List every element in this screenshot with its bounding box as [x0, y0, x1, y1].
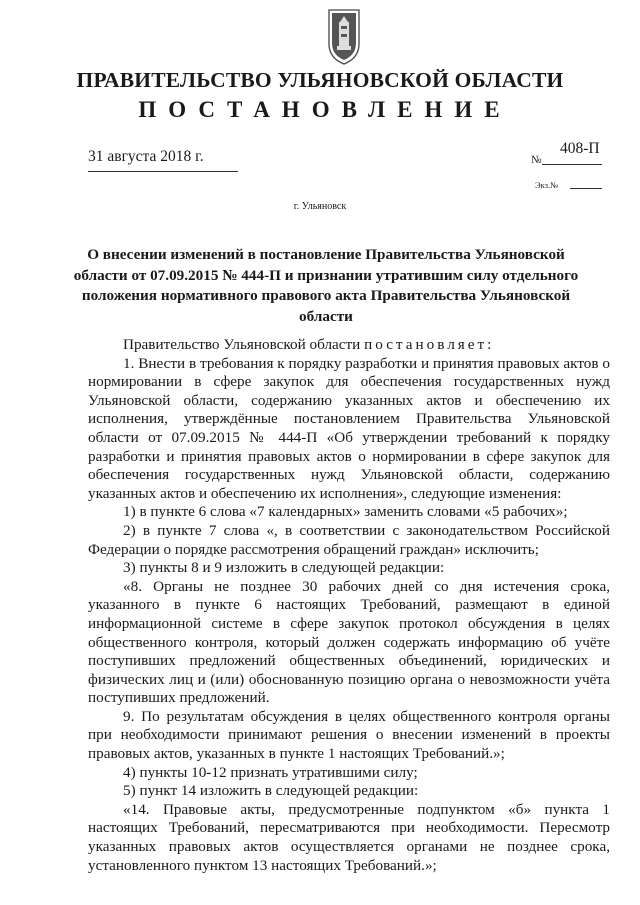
- government-name-heading: ПРАВИТЕЛЬСТВО УЛЬЯНОВСКОЙ ОБЛАСТИ: [76, 68, 564, 92]
- coat-of-arms-emblem: [327, 8, 361, 66]
- body-paragraph: 1) в пункте 6 слова «7 календарных» заменить словами «5 рабочих»;: [123, 503, 568, 521]
- date-underline: [88, 171, 238, 172]
- decree-body: [88, 336, 610, 875]
- number-underline: [542, 164, 602, 165]
- decree-number: 408-П: [560, 140, 600, 157]
- body-paragraph: 1. Внести в требования к порядку разработки и принятия правовых актов о нормировании в сфере закупок для обеспечения государственных нужд Ульяновской области, содержанию указанных актов и обеспечению их исполнения, утверждённые постановлением Правительства Ульяновской области от 07.09.2015 № 444-П «Об утверждении требований к порядку разработки и принятия правовых актов о нормировании в сфере закупок для обеспечения государственных нужд Ульяновской области, содержанию указанных актов и обеспечению их исполнения», следующие изменения:: [88, 354, 610, 502]
- decree-title: О внесении изменений в постановление Правительства Ульяновской области от 07.09.2015 № 444-П и признании утратившим силу отдельного положения нормативного правового акта Правительства Ульяновской области: [73, 246, 579, 325]
- number-sign: №: [531, 154, 542, 166]
- body-paragraph: 2) в пункте 7 слова «, в соответствии с законодательством Российской Федерации о порядке рассмотрения обращений граждан» исключить;: [88, 521, 610, 558]
- intro-paragraph: [88, 336, 610, 355]
- city-label: г. Ульяновск: [293, 201, 347, 212]
- document-type-heading: ПОСТАНОВЛЕНИЕ: [138, 97, 512, 122]
- body-paragraph: «14. Правовые акты, предусмотренные подпунктом «б» пункта 1 настоящих Требований, пересматриваются при необходимости. Пересмотр указанных правовых актов осуществляется органами не позднее срока, установленного пунктом 13 настоящих Требований.»;: [88, 800, 610, 874]
- intro-prefix: Правительство Ульяновской области: [123, 336, 365, 353]
- body-paragraph: 5) пункт 14 изложить в следующей редакции:: [123, 782, 419, 800]
- body-paragraph: 9. По результатам обсуждения в целях общественного контроля органы при необходимости принимают решения о внесении изменений в проекты правовых актов, указанных в пункте 1 настоящих Требований.»;: [88, 707, 610, 763]
- copy-number-label: Экз.№: [535, 180, 559, 190]
- body-paragraph: 4) пункты 10-12 признать утратившими силу;: [123, 763, 418, 781]
- body-paragraph: «8. Органы не позднее 30 рабочих дней со дня истечения срока, указанного в пункте 6 настоящих Требований, размещают в единой информационной системе в сфере закупок протокол обсуждения в целях общественного контроля, который должен содержать информацию об учёте поступивших предложений общественных объединений, юридических и физических лиц и (или) обоснованную позицию органа о невозможности учёта поступивших предложений.: [88, 577, 610, 707]
- intro-spaced-verb: постановляет:: [364, 336, 495, 353]
- decree-date: 31 августа 2018 г.: [88, 148, 204, 165]
- body-paragraph: 3) пункты 8 и 9 изложить в следующей редакции:: [123, 559, 445, 577]
- copy-number-underline: [570, 188, 602, 189]
